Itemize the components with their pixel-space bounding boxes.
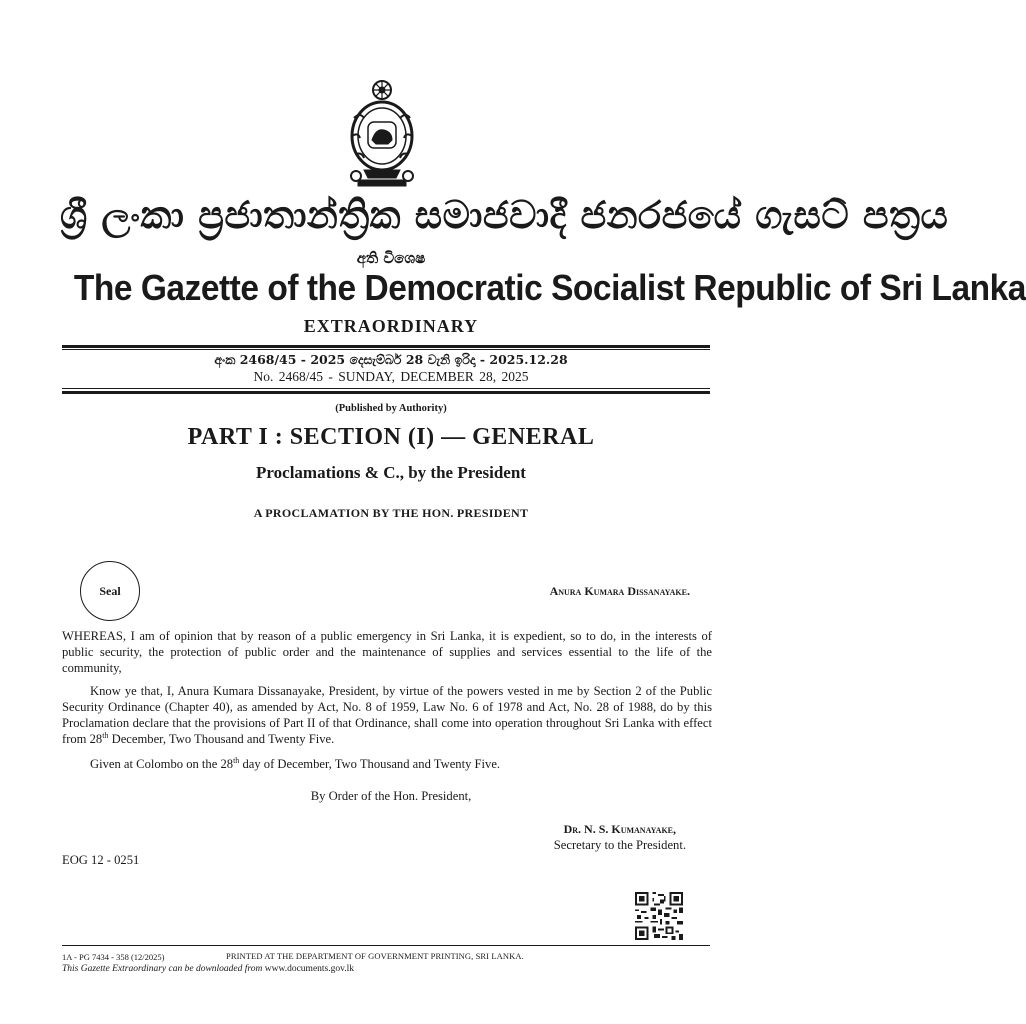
given-at-paragraph: Given at Colombo on the 28th day of December, Two Thousand and Twenty Five. — [90, 755, 501, 771]
issue-rule-thick — [62, 391, 710, 394]
secretary-title: Secretary to the President. — [553, 838, 686, 852]
seal-label: Seal — [99, 583, 121, 598]
gazette-title: The Gazette of the Democratic Socialist Republic of Sri Lanka — [73, 267, 1026, 308]
eog-reference: EOG 12 - 0251 — [62, 853, 140, 867]
footer-print-code: 1A - PG 7434 - 358 (12/2025) — [62, 952, 165, 962]
part-section-title: PART I : SECTION (I) — GENERAL — [187, 424, 595, 450]
state-emblem-icon — [344, 78, 420, 190]
header-rule-thin — [62, 349, 710, 350]
footer-download-note: This Gazette Extraordinary can be downloaded from www.documents.gov.lk — [62, 964, 355, 974]
proclamations-heading: Proclamations & C., by the President — [256, 463, 526, 482]
by-order-line: By Order of the Hon. President, — [310, 789, 472, 803]
secretary-name: Dr. N. S. Kumanayake, — [563, 822, 676, 836]
sinhala-gazette-title: ශ්‍රී ලංකා ප්‍රජාතාන්ත්‍රික සමාජවාදී ජනරජයේ ගැසට් පත්‍රය — [60, 192, 949, 237]
issue-rule-thin — [62, 388, 710, 389]
extraordinary-label: EXTRAORDINARY — [303, 316, 479, 336]
president-name: Anura Kumara Dissanayake. — [549, 584, 690, 598]
know-ye-paragraph: Know ye that, I, Anura Kumara Dissanayake, President, by virtue of the powers vested in me by Section 2 of the Public Security Ordinance (Chapter 40), as amended by Act, No. 8 of 1959, Law No. 6 of 1978 and Act, No. 28 of 1988, do by this Proclamation declare that the provisions of Part II of that Ordinance, shall come into operation throughout Sri Lanka with effect from 28th December, Two Thousand and Twenty Five. — [62, 684, 712, 746]
issue-line-sinhala: අංක 2468/45 - 2025 දෙසැම්බර් 28 වැනි ඉරිදා - 2025.12.28 — [214, 352, 568, 367]
sinhala-extraordinary-label: අති විශෙෂ — [356, 249, 426, 267]
proclamation-heading: A PROCLAMATION BY THE HON. PRESIDENT — [253, 506, 529, 520]
qr-code-icon — [635, 892, 683, 940]
header-rule-thick — [62, 345, 710, 348]
published-by-authority: (Published by Authority) — [335, 403, 447, 414]
footer-printed-by: PRINTED AT THE DEPARTMENT OF GOVERNMENT PRINTING, SRI LANKA. — [226, 951, 524, 961]
footer-rule — [62, 945, 710, 946]
download-url: www.documents.gov.lk — [262, 964, 355, 974]
whereas-paragraph: WHEREAS, I am of opinion that by reason of a public emergency in Sri Lanka, it is expedient, so to do, in the interests of public security, the protection of public order and the maintenance of supplies and services essential to the life of the community, — [62, 629, 712, 675]
seal-circle — [80, 561, 140, 621]
issue-line-english: No. 2468/45 - SUNDAY, DECEMBER 28, 2025 — [253, 369, 529, 384]
